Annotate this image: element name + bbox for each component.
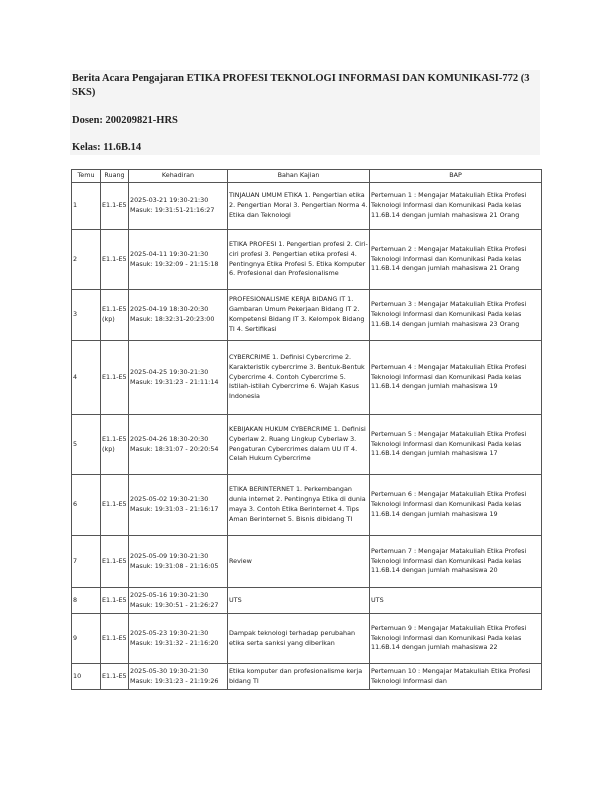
cell-bap: Pertemuan 4 : Mengajar Matakuliah Etika Profesi Teknologi Informasi dan Komunikasi Pada kelas 11.6B.14 dengan jumlah mahasiswa 19 bbox=[370, 341, 542, 415]
cell-ruang: E1.1-E5 bbox=[101, 183, 129, 230]
cell-temu: 1 bbox=[72, 183, 101, 230]
cell-bahan-kajian: Review bbox=[228, 536, 370, 588]
cell-ruang: E1.1-E5 bbox=[101, 614, 129, 664]
cell-kehadiran: 2025-04-26 18:30-20:30 Masuk: 18:31:07 - 20:20:54 bbox=[129, 415, 228, 475]
cell-bap: Pertemuan 6 : Mengajar Matakuliah Etika Profesi Teknologi Informasi dan Komunikasi Pada kelas 11.6B.14 dengan jumlah mahasiswa 19 bbox=[370, 475, 542, 536]
cell-kehadiran: 2025-05-30 19:30-21:30 Masuk: 19:31:23 - 21:19:26 bbox=[129, 664, 228, 690]
column-header-bap: BAP bbox=[370, 170, 542, 183]
cell-bap: Pertemuan 1 : Mengajar Matakuliah Etika Profesi Teknologi Informasi dan Komunikasi Pada kelas 11.6B.14 dengan jumlah mahasiswa 21 Orang bbox=[370, 183, 542, 230]
document-title: Berita Acara Pengajaran ETIKA PROFESI TEKNOLOGI INFORMASI DAN KOMUNIKASI-772 (3 SKS) bbox=[72, 73, 530, 98]
cell-temu: 4 bbox=[72, 341, 101, 415]
cell-temu: 10 bbox=[72, 664, 101, 690]
table-row bbox=[72, 290, 542, 341]
cell-ruang: E1.1-E5 bbox=[101, 341, 129, 415]
cell-bap: Pertemuan 2 : Mengajar Matakuliah Etika Profesi Teknologi Informasi dan Komunikasi Pada kelas 11.6B.14 dengan jumlah mahasiswa 21 Orang bbox=[370, 230, 542, 290]
cell-kehadiran: 2025-04-25 19:30-21:30 Masuk: 19:31:23 - 21:11:14 bbox=[129, 341, 228, 415]
cell-temu: 2 bbox=[72, 230, 101, 290]
cell-bahan-kajian: Dampak teknologi terhadap perubahan etika serta sanksi yang diberikan bbox=[228, 614, 370, 664]
cell-bahan-kajian: CYBERCRIME 1. Definisi Cybercrime 2. Karakteristik cybercrime 3. Bentuk-Bentuk Cybercrime 4. Contoh Cybercrime 5. Istilah-istilah Cybercrime 6. Wajah Kasus Indonesia bbox=[228, 341, 370, 415]
cell-temu: 9 bbox=[72, 614, 101, 664]
cell-ruang: E1.1-E5 (kp) bbox=[101, 415, 129, 475]
cell-kehadiran: 2025-05-16 19:30-21:30 Masuk: 19:30:51 - 21:26:27 bbox=[129, 588, 228, 614]
table-row bbox=[72, 475, 542, 536]
table-row bbox=[72, 341, 542, 415]
cell-temu: 8 bbox=[72, 588, 101, 614]
cell-bahan-kajian: UTS bbox=[228, 588, 370, 614]
teaching-record-table bbox=[71, 169, 542, 690]
cell-ruang: E1.1-E5 bbox=[101, 536, 129, 588]
column-header-bahan-kajian: Bahan Kajian bbox=[228, 170, 370, 183]
cell-temu: 5 bbox=[72, 415, 101, 475]
table-row bbox=[72, 614, 542, 664]
cell-kehadiran: 2025-05-02 19:30-21:30 Masuk: 19:31:03 - 21:16:17 bbox=[129, 475, 228, 536]
cell-ruang: E1.1-E5 bbox=[101, 588, 129, 614]
column-header-temu: Temu bbox=[72, 170, 101, 183]
cell-ruang: E1.1-E5 bbox=[101, 475, 129, 536]
cell-bahan-kajian: PROFESIONALISME KERJA BIDANG IT 1. Gambaran Umum Pekerjaan Bidang IT 2. Kompetensi Bidang IT 3. Kelompok Bidang TI 4. Sertifikasi bbox=[228, 290, 370, 341]
cell-kehadiran: 2025-05-23 19:30-21:30 Masuk: 19:31:32 - 21:16:20 bbox=[129, 614, 228, 664]
table-row bbox=[72, 588, 542, 614]
cell-ruang: E1.1-E5 (kp) bbox=[101, 290, 129, 341]
table-row bbox=[72, 230, 542, 290]
cell-bahan-kajian: KEBIJAKAN HUKUM CYBERCRIME 1. Definisi Cyberlaw 2. Ruang Lingkup Cyberlaw 3. Pengaturan Cybercrimes dalam UU IT 4. Celah Hukum Cybercrime bbox=[228, 415, 370, 475]
table-row bbox=[72, 664, 542, 690]
table-row bbox=[72, 415, 542, 475]
cell-ruang: E1.1-E5 bbox=[101, 664, 129, 690]
cell-bap: Pertemuan 5 : Mengajar Matakuliah Etika Profesi Teknologi Informasi dan Komunikasi Pada kelas 11.6B.14 dengan jumlah mahasiswa 17 bbox=[370, 415, 542, 475]
cell-bap: Pertemuan 7 : Mengajar Matakuliah Etika Profesi Teknologi Informasi dan Komunikasi Pada kelas 11.6B.14 dengan jumlah mahasiswa 20 bbox=[370, 536, 542, 588]
cell-kehadiran: 2025-03-21 19:30-21:30 Masuk: 19:31:51-21:16:27 bbox=[129, 183, 228, 230]
cell-bap: UTS bbox=[370, 588, 542, 614]
cell-bap: Pertemuan 3 : Mengajar Matakuliah Etika Profesi Teknologi Informasi dan Komunikasi Pada kelas 11.6B.14 dengan jumlah mahasiswa 23 Orang bbox=[370, 290, 542, 341]
table-row bbox=[72, 536, 542, 588]
cell-bap: Pertemuan 10 : Mengajar Matakuliah Etika Profesi Teknologi Informasi dan bbox=[370, 664, 542, 690]
cell-bap: Pertemuan 9 : Mengajar Matakuliah Etika Profesi Teknologi Informasi dan Komunikasi Pada kelas 11.6B.14 dengan jumlah mahasiswa 22 bbox=[370, 614, 542, 664]
cell-kehadiran: 2025-04-19 18:30-20:30 Masuk: 18:32:31-20:23:00 bbox=[129, 290, 228, 341]
cell-bahan-kajian: TINJAUAN UMUM ETIKA 1. Pengertian etika 2. Pengertian Moral 3. Pengertian Norma 4. Etika dan Teknologi bbox=[228, 183, 370, 230]
cell-bahan-kajian: ETIKA PROFESI 1. Pengertian profesi 2. Ciri-ciri profesi 3. Pengertian etika profesi 4. Pentingnya Etika Profesi 5. Etika Komputer 6. Profesional dan Profesionalisme bbox=[228, 230, 370, 290]
lecturer-line: Dosen: 200209821-HRS bbox=[72, 115, 178, 126]
cell-bahan-kajian: ETIKA BERINTERNET 1. Perkembangan dunia internet 2. Pentingnya Etika di dunia maya 3. Contoh Etika Berinternet 4. Tips Aman Berinternet 5. Bisnis dibidang TI bbox=[228, 475, 370, 536]
column-header-ruang: Ruang bbox=[101, 170, 129, 183]
column-header-kehadiran: Kehadiran bbox=[129, 170, 228, 183]
class-line: Kelas: 11.6B.14 bbox=[72, 142, 142, 153]
document-header bbox=[70, 70, 540, 155]
cell-kehadiran: 2025-04-11 19:30-21:30 Masuk: 19:32:09 - 21:15:18 bbox=[129, 230, 228, 290]
cell-temu: 3 bbox=[72, 290, 101, 341]
cell-ruang: E1.1-E5 bbox=[101, 230, 129, 290]
table-header-row bbox=[72, 170, 542, 183]
cell-bahan-kajian: Etika komputer dan profesionalisme kerja bidang TI bbox=[228, 664, 370, 690]
cell-kehadiran: 2025-05-09 19:30-21:30 Masuk: 19:31:08 - 21:16:05 bbox=[129, 536, 228, 588]
cell-temu: 7 bbox=[72, 536, 101, 588]
cell-temu: 6 bbox=[72, 475, 101, 536]
table-row bbox=[72, 183, 542, 230]
